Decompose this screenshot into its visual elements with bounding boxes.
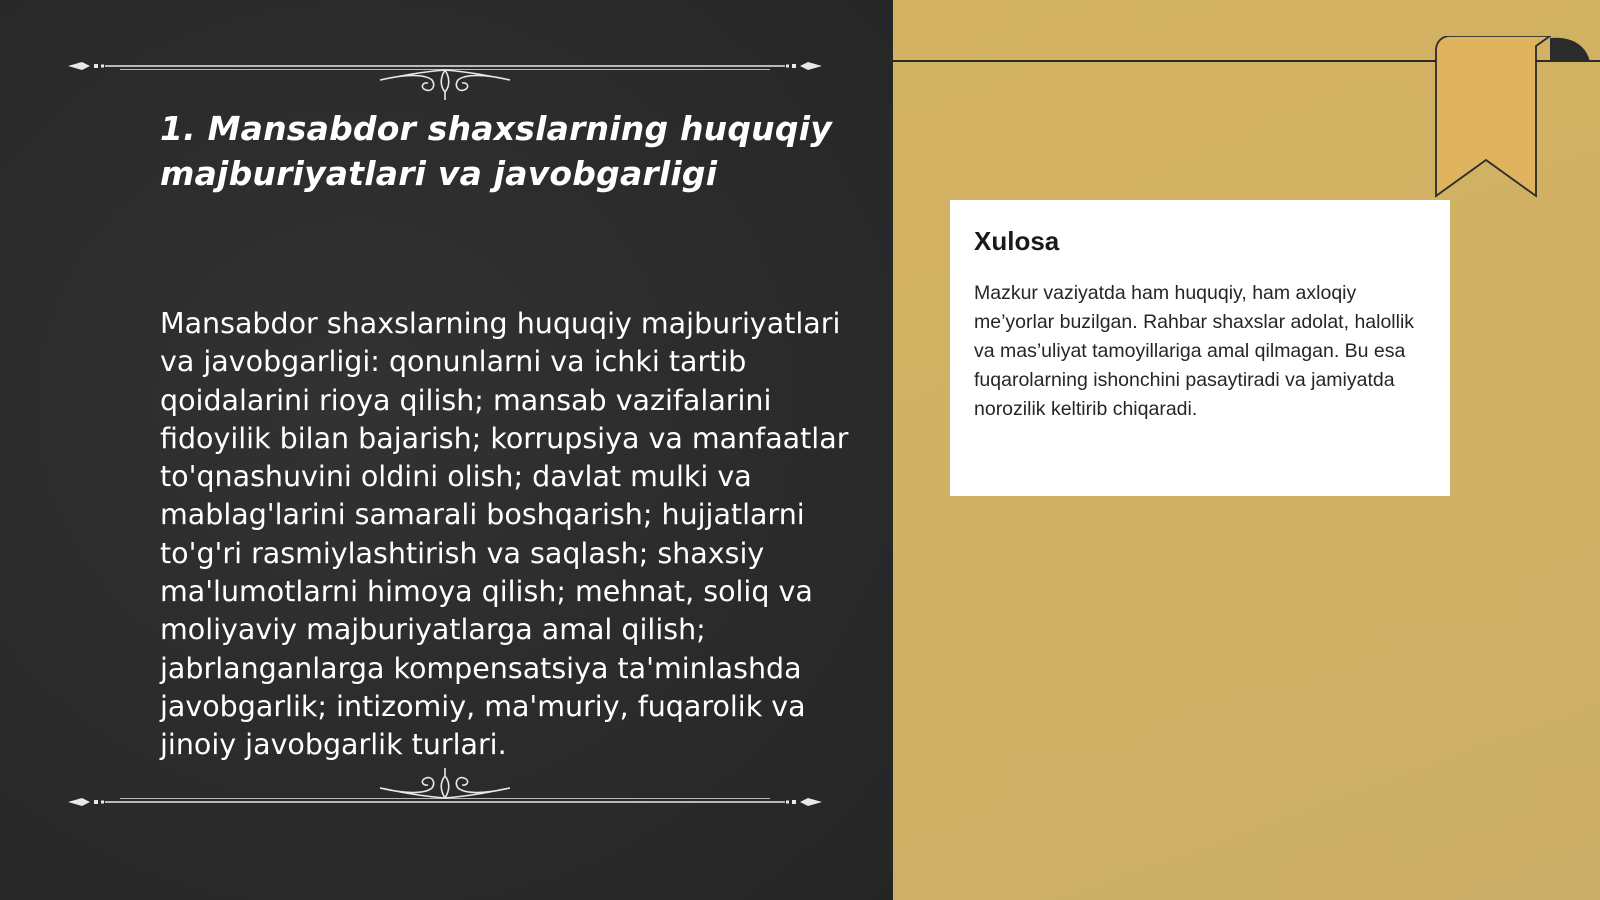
- summary-card-title: Xulosa: [974, 226, 1060, 256]
- slide-title: 1. Mansabdor shaxslarning huquqiy majburiyatlari va javobgarligi: [160, 109, 832, 193]
- ornament-bottom-divider: [60, 768, 830, 828]
- summary-card: [950, 200, 1450, 496]
- body-paragraph: Mansabdor shaxslarning huquqiy majburiyatlari va javobgarligi: qonunlarni va ichki tartib qoidalarini rioya qilish; mansab vazifalarini fidoyilik bilan bajarish; korrupsiya va manfaatlar to'qnashuvini oldini olish; davlat mulki va mablag'larini samarali boshqarish; hujjatlarni to'g'ri rasmiylashtirish va saqlash; shaxsiy ma'lumotlarni himoya qilish; mehnat, soliq va moliyaviy majburiyatlarga amal qilish; jabrlanganlarga kompensatsiya ta'minlashda javobgarlik; intizomiy, ma'muriy, fuqarolik va jinoiy javobgarlik turlari.: [160, 307, 849, 762]
- ornament-top-divider: [60, 40, 830, 100]
- bookmark-ribbon-icon: [1430, 36, 1600, 200]
- summary-card-text: Mazkur vaziyatda ham huquqiy, ham axloqiy me’yorlar buzilgan. Rahbar shaxslar adolat, halollik va mas’uliyat tamoyillariga amal qilmagan. Bu esa fuqarolarning ishonchini pasaytiradi va jamiyatda norozilik keltirib chiqaradi.: [974, 282, 1415, 420]
